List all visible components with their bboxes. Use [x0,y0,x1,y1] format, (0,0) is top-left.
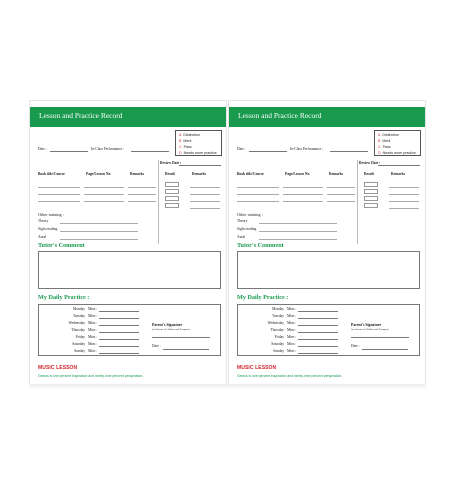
tutor-comment-box[interactable] [38,251,221,289]
result-cell[interactable] [364,196,378,201]
parent-signature-label: Parent's Signature [351,323,382,327]
legend-item: C Pass [378,145,391,149]
review-date-field[interactable] [378,165,420,166]
parent-signature-note: (for Parents of Children and Teenagers) [152,328,190,331]
right-page [228,100,426,385]
result-cell[interactable] [165,203,179,208]
result-cell[interactable] [165,196,179,201]
review-line [190,194,220,195]
legend-item: A Distinction [378,133,399,137]
tutor-comment-box[interactable] [237,251,420,289]
signature-date-field[interactable] [362,349,408,350]
col-result: Result [165,172,175,176]
day-label: Sunday [74,349,85,353]
mins-label: Mins : [88,314,98,318]
day-label: Tuesday [271,314,284,318]
mins-label: Mins : [88,349,98,353]
day-label: Sunday [273,349,284,353]
mins-field[interactable] [298,325,338,326]
date-label: Date : [38,147,47,151]
review-line [190,187,220,188]
review-line [190,208,220,209]
book-shadow [29,384,426,390]
table-line [327,187,355,188]
signature-date-label: Date : [152,344,161,348]
training-line [259,223,337,224]
grade-legend [374,130,421,156]
day-label: Wednesday [267,321,284,325]
mins-field[interactable] [99,311,139,312]
day-label: Friday [274,335,284,339]
table-line [327,194,355,195]
day-label: Monday [272,307,284,311]
signature-date-label: Date : [351,344,360,348]
page-title: Lesson and Practice Record [39,111,123,120]
result-cell[interactable] [165,189,179,194]
mins-label: Mins : [287,307,297,311]
tutor-comment-title: Tutor's Comment [237,242,284,249]
result-cell[interactable] [165,182,179,187]
training-theory: Theory [38,219,49,223]
table-line [38,194,80,195]
parent-signature-field[interactable] [351,337,409,338]
col-page-lesson: Page/Lesson No. [86,172,112,176]
training-line [60,231,138,232]
mins-label: Mins : [88,307,98,311]
page-header [30,107,226,127]
col-book-title: Book title/Course [237,172,264,176]
review-line [389,194,419,195]
col-review-remarks: Remarks [192,172,206,176]
training-line [259,239,337,240]
legend-item: B Merit [378,139,391,143]
music-lesson-logo: MUSIC LESSON [237,365,277,371]
performance-field[interactable] [330,151,368,152]
col-remarks: Remarks [329,172,343,176]
table-line [84,194,124,195]
record-book [29,100,426,385]
legend-item: B Merit [179,139,192,143]
day-label: Tuesday [72,314,85,318]
day-label: Saturday [271,342,284,346]
table-line [283,194,323,195]
training-line [259,231,337,232]
day-label: Wednesday [68,321,85,325]
legend-item: D Needs more practice [378,151,416,155]
performance-label: In-Class Performance : [91,147,125,151]
mins-field[interactable] [99,353,139,354]
mins-label: Mins : [287,342,297,346]
table-line [283,187,323,188]
mins-field[interactable] [99,339,139,340]
legend-item: A Distinction [179,133,200,137]
performance-label: In-Class Performance : [290,147,324,151]
table-line [237,194,279,195]
result-cell[interactable] [364,189,378,194]
mins-label: Mins : [287,328,297,332]
mins-label: Mins : [88,321,98,325]
mins-field[interactable] [298,346,338,347]
column-divider [158,160,159,244]
review-line [389,208,419,209]
col-book-title: Book title/Course [38,172,65,176]
training-line [60,239,138,240]
training-sight-reading: Sight reading [38,227,58,231]
page-title: Lesson and Practice Record [238,111,322,120]
review-date-label: Review Date : [160,161,182,165]
column-divider [357,160,358,244]
day-label: Friday [75,335,85,339]
table-line [38,201,80,202]
result-cell[interactable] [364,203,378,208]
table-line [128,194,156,195]
date-field[interactable] [249,151,287,152]
mins-label: Mins : [287,321,297,325]
col-review-remarks: Remarks [391,172,405,176]
mins-field[interactable] [298,353,338,354]
parent-signature-label: Parent's Signature [152,323,183,327]
tutor-comment-title: Tutor's Comment [38,242,85,249]
col-remarks: Remarks [130,172,144,176]
left-page [29,100,227,385]
performance-field[interactable] [131,151,169,152]
result-cell[interactable] [364,182,378,187]
parent-signature-note: (for Parents of Children and Teenagers) [351,328,389,331]
table-line [283,201,323,202]
mins-field[interactable] [298,318,338,319]
table-line [84,187,124,188]
mins-field[interactable] [99,346,139,347]
day-label: Thursday [270,328,284,332]
mins-field[interactable] [99,325,139,326]
review-date-field[interactable] [179,165,221,166]
training-aural: Aural [38,235,47,239]
table-line [237,201,279,202]
table-line [237,187,279,188]
mins-field[interactable] [99,318,139,319]
signature-date-field[interactable] [163,349,209,350]
slogan: Genius is one percent inspiration and ninety-nine percent perspiration. [38,374,144,378]
review-date-label: Review Date : [359,161,381,165]
mins-label: Mins : [287,349,297,353]
day-label: Thursday [71,328,85,332]
mins-field[interactable] [298,339,338,340]
table-line [327,201,355,202]
mins-field[interactable] [99,332,139,333]
mins-field[interactable] [298,332,338,333]
grade-legend [175,130,222,156]
mins-field[interactable] [298,311,338,312]
mins-label: Mins : [287,335,297,339]
training-line [60,223,138,224]
mins-label: Mins : [88,342,98,346]
legend-item: D Needs more practice [179,151,217,155]
other-training-label: Other training : [237,212,263,217]
daily-practice-title: My Daily Practice : [237,294,289,301]
other-training-label: Other training : [38,212,64,217]
review-line [389,187,419,188]
training-theory: Theory [237,219,248,223]
mins-label: Mins : [287,314,297,318]
review-line [190,201,220,202]
day-label: Saturday [72,342,85,346]
mins-label: Mins : [88,328,98,332]
slogan: Genius is one percent inspiration and ninety-nine percent perspiration. [237,374,343,378]
parent-signature-field[interactable] [152,337,210,338]
table-line [128,187,156,188]
daily-practice-title: My Daily Practice : [38,294,90,301]
music-lesson-logo: MUSIC LESSON [38,365,78,371]
date-field[interactable] [50,151,88,152]
day-label: Monday [73,307,85,311]
table-line [128,201,156,202]
mins-label: Mins : [88,335,98,339]
page-header [229,107,425,127]
col-result: Result [364,172,374,176]
date-label: Date : [237,147,246,151]
table-line [38,187,80,188]
table-line [84,201,124,202]
training-sight-reading: Sight reading [237,227,257,231]
review-line [389,201,419,202]
training-aural: Aural [237,235,246,239]
legend-item: C Pass [179,145,192,149]
col-page-lesson: Page/Lesson No. [285,172,311,176]
